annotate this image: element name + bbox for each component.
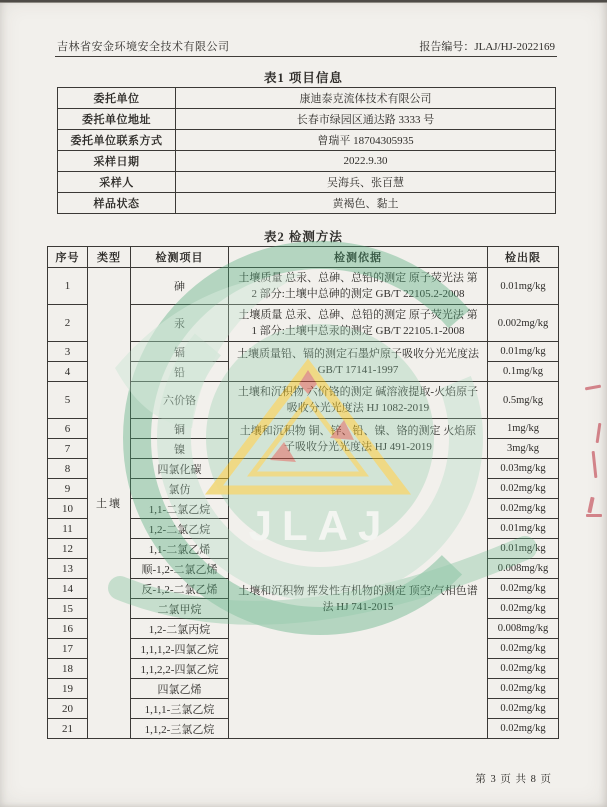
limit-cell: 0.02mg/kg <box>488 679 559 699</box>
limit-cell: 0.02mg/kg <box>488 719 559 739</box>
col-header-no: 序号 <box>48 247 88 268</box>
page-number: 第 3 页 共 8 页 <box>475 774 552 785</box>
item-cell: 1,1,1-三氯乙烷 <box>131 699 229 719</box>
row-no: 11 <box>48 519 88 539</box>
item-cell: 1,2-二氯丙烷 <box>131 619 229 639</box>
scan-edge-top-shadow <box>0 2 607 3</box>
row-no: 19 <box>48 679 88 699</box>
margin-red-mark <box>596 423 602 443</box>
limit-cell: 0.02mg/kg <box>488 579 559 599</box>
item-cell: 四氯乙烯 <box>131 679 229 699</box>
table-row <box>58 109 556 130</box>
limit-cell: 0.01mg/kg <box>488 342 559 362</box>
item-cell: 氯仿 <box>131 479 229 499</box>
limit-cell: 0.5mg/kg <box>488 382 559 419</box>
row-no: 9 <box>48 479 88 499</box>
item-cell: 汞 <box>131 305 229 342</box>
method-cell: 土壤质量 总汞、总砷、总铅的测定 原子荧光法 第 2 部分:土壤中总砷的测定 GB/T 22105.2-2008 <box>229 268 488 305</box>
limit-cell: 3mg/kg <box>488 439 559 459</box>
margin-red-mark <box>585 385 601 391</box>
item-cell: 镉 <box>131 342 229 362</box>
method-cell: 土壤质量铅、镉的测定石墨炉原子吸收分光光度法 GB/T 17141-1997 <box>229 342 488 382</box>
method-cell: 土壤质量 总汞、总砷、总铅的测定 原子荧光法 第 1 部分:土壤中总汞的测定 GB/T 22105.1-2008 <box>229 305 488 342</box>
row-no: 4 <box>48 362 88 382</box>
watermark-text: JLAJ <box>248 502 392 549</box>
field-label: 委托单位地址 <box>58 109 176 130</box>
table-header-row <box>48 247 559 268</box>
row-no: 21 <box>48 719 88 739</box>
report-number-label: 报告编号： <box>419 41 475 53</box>
item-cell: 砷 <box>131 268 229 305</box>
limit-cell: 0.008mg/kg <box>488 619 559 639</box>
project-info-table <box>57 87 556 214</box>
item-cell: 铅 <box>131 362 229 382</box>
method-cell: 土壤和沉积物 挥发性有机物的测定 顶空/气相色谱法 HJ 741-2015 <box>229 459 488 739</box>
row-no: 13 <box>48 559 88 579</box>
field-value: 长春市绿园区通达路 3333 号 <box>176 109 556 130</box>
limit-cell: 0.1mg/kg <box>488 362 559 382</box>
field-label: 样品状态 <box>58 193 176 214</box>
item-cell: 六价铬 <box>131 382 229 419</box>
row-no: 1 <box>48 268 88 305</box>
item-cell: 二氯甲烷 <box>131 599 229 619</box>
sample-type-cell: 土壤 <box>88 268 131 739</box>
limit-cell: 0.01mg/kg <box>488 268 559 305</box>
table-row <box>58 130 556 151</box>
field-value: 康迪泰克流体技术有限公司 <box>176 88 556 109</box>
col-header-type: 类型 <box>88 247 131 268</box>
report-number-value: JLAJ/HJ-2022169 <box>474 41 555 53</box>
margin-red-mark <box>586 514 602 517</box>
item-cell: 顺-1,2-二氯乙烯 <box>131 559 229 579</box>
method-cell: 土壤和沉积物 六价铬的测定 碱溶液提取-火焰原子吸收分光光度法 HJ 1082-2019 <box>229 382 488 419</box>
field-label: 采样人 <box>58 172 176 193</box>
limit-cell: 0.01mg/kg <box>488 539 559 559</box>
table2-title: 表2 检测方法 <box>264 230 343 244</box>
col-header-limit: 检出限 <box>488 247 559 268</box>
field-value: 2022.9.30 <box>176 151 556 172</box>
table-row <box>58 151 556 172</box>
item-cell: 镍 <box>131 439 229 459</box>
method-cell: 土壤和沉积物 铜、锌、铅、镍、铬的测定 火焰原子吸收分光光度法 HJ 491-2019 <box>229 419 488 459</box>
limit-cell: 0.02mg/kg <box>488 699 559 719</box>
row-no: 14 <box>48 579 88 599</box>
margin-red-mark <box>587 497 594 513</box>
row-no: 17 <box>48 639 88 659</box>
header-report-number <box>419 38 555 54</box>
limit-cell: 0.02mg/kg <box>488 479 559 499</box>
row-no: 15 <box>48 599 88 619</box>
header-company-name: 吉林省安金环境安全技术有限公司 <box>57 41 230 53</box>
limit-cell: 0.03mg/kg <box>488 459 559 479</box>
item-cell: 1,1,1,2-四氯乙烷 <box>131 639 229 659</box>
row-no: 2 <box>48 305 88 342</box>
limit-cell: 0.002mg/kg <box>488 305 559 342</box>
field-label: 委托单位联系方式 <box>58 130 176 151</box>
field-value: 黄褐色、黏土 <box>176 193 556 214</box>
table1-title: 表1 项目信息 <box>264 71 343 85</box>
limit-cell: 0.02mg/kg <box>488 639 559 659</box>
field-value: 曾瑞平 18704305935 <box>176 130 556 151</box>
item-cell: 1,1-二氯乙烷 <box>131 499 229 519</box>
row-no: 12 <box>48 539 88 559</box>
field-label: 委托单位 <box>58 88 176 109</box>
table-row <box>58 193 556 214</box>
row-no: 16 <box>48 619 88 639</box>
row-no: 18 <box>48 659 88 679</box>
item-cell: 1,2-二氯乙烷 <box>131 519 229 539</box>
limit-cell: 1mg/kg <box>488 419 559 439</box>
row-no: 7 <box>48 439 88 459</box>
table-row <box>58 88 556 109</box>
limit-cell: 0.02mg/kg <box>488 659 559 679</box>
field-value: 吴海兵、张百慧 <box>176 172 556 193</box>
table-row <box>58 172 556 193</box>
row-no: 6 <box>48 419 88 439</box>
limit-cell: 0.008mg/kg <box>488 559 559 579</box>
row-no: 8 <box>48 459 88 479</box>
item-cell: 四氯化碳 <box>131 459 229 479</box>
item-cell: 铜 <box>131 419 229 439</box>
limit-cell: 0.02mg/kg <box>488 499 559 519</box>
row-no: 3 <box>48 342 88 362</box>
item-cell: 反-1,2-二氯乙烯 <box>131 579 229 599</box>
item-cell: 1,1,2,2-四氯乙烷 <box>131 659 229 679</box>
item-cell: 1,1-二氯乙烯 <box>131 539 229 559</box>
header-divider-line <box>55 56 557 57</box>
detection-methods-table <box>47 246 559 739</box>
row-no: 5 <box>48 382 88 419</box>
col-header-basis: 检测依据 <box>229 247 488 268</box>
col-header-item: 检测项目 <box>131 247 229 268</box>
limit-cell: 0.01mg/kg <box>488 519 559 539</box>
margin-red-mark <box>592 451 598 478</box>
field-label: 采样日期 <box>58 151 176 172</box>
table-row <box>48 268 559 305</box>
row-no: 20 <box>48 699 88 719</box>
limit-cell: 0.02mg/kg <box>488 599 559 619</box>
row-no: 10 <box>48 499 88 519</box>
item-cell: 1,1,2-三氯乙烷 <box>131 719 229 739</box>
